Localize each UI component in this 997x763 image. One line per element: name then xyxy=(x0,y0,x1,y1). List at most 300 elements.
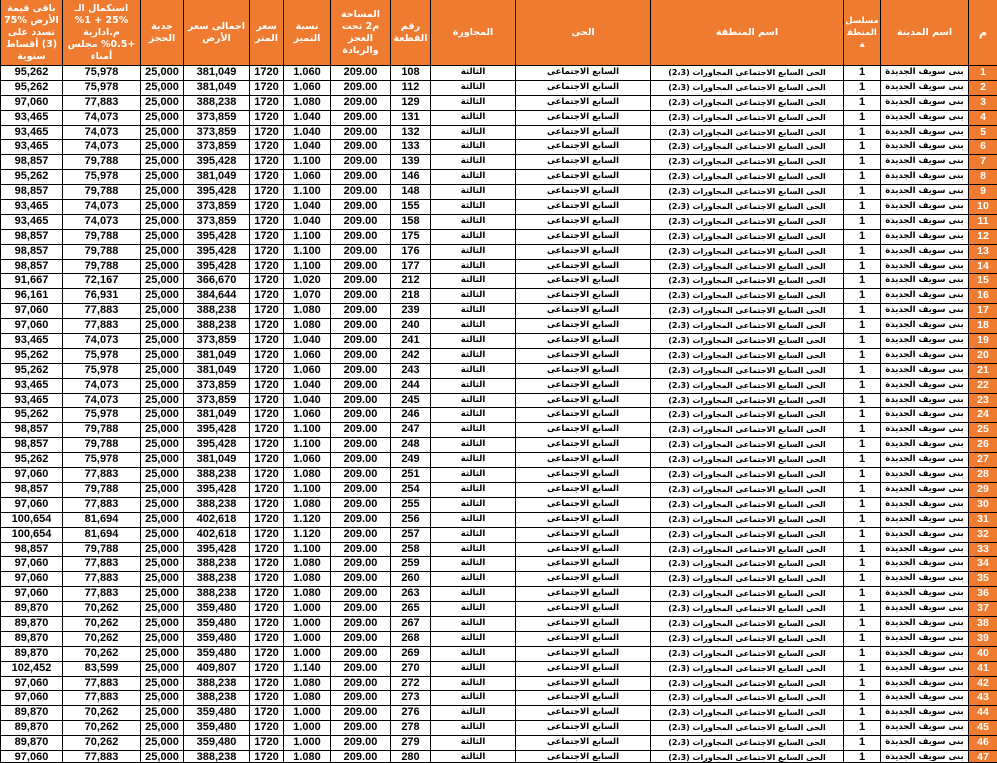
cell-area-serial: 1 xyxy=(843,274,880,289)
cell-plot-number: 272 xyxy=(390,677,430,692)
cell-completion-payment: 79,788 xyxy=(62,185,140,200)
cell-booking-deposit: 25,000 xyxy=(140,602,183,617)
cell-premium-ratio: 1.080 xyxy=(283,587,330,602)
cell-city-name: بنى سويف الجديدة xyxy=(880,349,968,364)
cell-plot-number: 246 xyxy=(390,408,430,423)
cell-price-per-meter: 1720 xyxy=(249,662,283,677)
cell-area-serial: 1 xyxy=(843,736,880,751)
cell-completion-payment: 74,073 xyxy=(62,379,140,394)
cell-row-number: 18 xyxy=(968,319,997,334)
table-row xyxy=(0,557,997,572)
cell-plot-number: 176 xyxy=(390,245,430,260)
cell-city-name: بنى سويف الجديدة xyxy=(880,230,968,245)
cell-price-per-meter: 1720 xyxy=(249,691,283,706)
cell-remaining-value: 89,870 xyxy=(0,602,62,617)
cell-price-per-meter: 1720 xyxy=(249,721,283,736)
cell-price-per-meter: 1720 xyxy=(249,140,283,155)
cell-plot-number: 269 xyxy=(390,647,430,662)
cell-neighborhood: الثالثة xyxy=(430,498,515,513)
table-body xyxy=(0,66,997,763)
header-price-per-meter: سعر المتر xyxy=(249,0,283,66)
cell-remaining-value: 95,262 xyxy=(0,81,62,96)
header-area-serial: مسلسل المنطقة xyxy=(843,0,880,66)
cell-area-serial: 1 xyxy=(843,468,880,483)
cell-row-number: 16 xyxy=(968,289,997,304)
cell-price-per-meter: 1720 xyxy=(249,260,283,275)
cell-district: السابع الاجتماعى xyxy=(515,379,650,394)
cell-remaining-value: 97,060 xyxy=(0,691,62,706)
cell-area-serial: 1 xyxy=(843,662,880,677)
cell-city-name: بنى سويف الجديدة xyxy=(880,364,968,379)
cell-completion-payment: 74,073 xyxy=(62,126,140,141)
cell-plot-number: 278 xyxy=(390,721,430,736)
cell-price-per-meter: 1720 xyxy=(249,96,283,111)
cell-total-land-price: 359,480 xyxy=(183,602,249,617)
cell-district: السابع الاجتماعى xyxy=(515,170,650,185)
header-city-name: اسم المدينة xyxy=(880,0,968,66)
cell-premium-ratio: 1.020 xyxy=(283,274,330,289)
cell-area-serial: 1 xyxy=(843,185,880,200)
cell-booking-deposit: 25,000 xyxy=(140,513,183,528)
cell-area-serial: 1 xyxy=(843,319,880,334)
cell-price-per-meter: 1720 xyxy=(249,528,283,543)
cell-area-name: الحى السابع الاجتماعى المجاورات (2،3) xyxy=(650,170,843,185)
cell-neighborhood: الثالثة xyxy=(430,96,515,111)
cell-district: السابع الاجتماعى xyxy=(515,513,650,528)
cell-neighborhood: الثالثة xyxy=(430,245,515,260)
cell-area-serial: 1 xyxy=(843,617,880,632)
cell-area-m2: 209.00 xyxy=(330,557,390,572)
cell-row-number: 31 xyxy=(968,513,997,528)
cell-area-name: الحى السابع الاجتماعى المجاورات (2،3) xyxy=(650,379,843,394)
cell-district: السابع الاجتماعى xyxy=(515,230,650,245)
cell-total-land-price: 402,618 xyxy=(183,528,249,543)
cell-booking-deposit: 25,000 xyxy=(140,736,183,751)
cell-premium-ratio: 1.060 xyxy=(283,349,330,364)
cell-district: السابع الاجتماعى xyxy=(515,632,650,647)
cell-area-serial: 1 xyxy=(843,394,880,409)
cell-premium-ratio: 1.000 xyxy=(283,632,330,647)
cell-total-land-price: 395,428 xyxy=(183,423,249,438)
cell-premium-ratio: 1.080 xyxy=(283,557,330,572)
cell-remaining-value: 97,060 xyxy=(0,587,62,602)
cell-total-land-price: 388,238 xyxy=(183,498,249,513)
cell-area-m2: 209.00 xyxy=(330,691,390,706)
cell-area-m2: 209.00 xyxy=(330,751,390,763)
cell-plot-number: 131 xyxy=(390,111,430,126)
cell-booking-deposit: 25,000 xyxy=(140,498,183,513)
cell-row-number: 32 xyxy=(968,528,997,543)
cell-area-m2: 209.00 xyxy=(330,632,390,647)
cell-city-name: بنى سويف الجديدة xyxy=(880,513,968,528)
cell-total-land-price: 388,238 xyxy=(183,304,249,319)
cell-city-name: بنى سويف الجديدة xyxy=(880,453,968,468)
cell-area-name: الحى السابع الاجتماعى المجاورات (2،3) xyxy=(650,289,843,304)
table-row xyxy=(0,587,997,602)
table-row xyxy=(0,423,997,438)
cell-city-name: بنى سويف الجديدة xyxy=(880,736,968,751)
cell-area-serial: 1 xyxy=(843,408,880,423)
cell-remaining-value: 100,654 xyxy=(0,528,62,543)
cell-row-number: 25 xyxy=(968,423,997,438)
cell-row-number: 11 xyxy=(968,215,997,230)
cell-district: السابع الاجتماعى xyxy=(515,691,650,706)
cell-total-land-price: 373,859 xyxy=(183,379,249,394)
cell-total-land-price: 366,670 xyxy=(183,274,249,289)
cell-area-name: الحى السابع الاجتماعى المجاورات (2،3) xyxy=(650,274,843,289)
cell-district: السابع الاجتماعى xyxy=(515,587,650,602)
cell-area-name: الحى السابع الاجتماعى المجاورات (2،3) xyxy=(650,304,843,319)
cell-area-m2: 209.00 xyxy=(330,468,390,483)
cell-price-per-meter: 1720 xyxy=(249,230,283,245)
cell-premium-ratio: 1.040 xyxy=(283,394,330,409)
header-booking-deposit: جدية الحجز xyxy=(140,0,183,66)
cell-booking-deposit: 25,000 xyxy=(140,319,183,334)
cell-row-number: 44 xyxy=(968,706,997,721)
cell-price-per-meter: 1720 xyxy=(249,751,283,763)
cell-total-land-price: 402,618 xyxy=(183,513,249,528)
cell-remaining-value: 95,262 xyxy=(0,66,62,81)
cell-area-serial: 1 xyxy=(843,602,880,617)
cell-completion-payment: 77,883 xyxy=(62,468,140,483)
cell-completion-payment: 75,978 xyxy=(62,364,140,379)
cell-city-name: بنى سويف الجديدة xyxy=(880,528,968,543)
cell-plot-number: 177 xyxy=(390,260,430,275)
cell-booking-deposit: 25,000 xyxy=(140,349,183,364)
cell-total-land-price: 359,480 xyxy=(183,706,249,721)
cell-plot-number: 242 xyxy=(390,349,430,364)
cell-price-per-meter: 1720 xyxy=(249,423,283,438)
cell-booking-deposit: 25,000 xyxy=(140,289,183,304)
cell-area-serial: 1 xyxy=(843,289,880,304)
cell-area-serial: 1 xyxy=(843,96,880,111)
cell-row-number: 40 xyxy=(968,647,997,662)
cell-plot-number: 133 xyxy=(390,140,430,155)
cell-total-land-price: 373,859 xyxy=(183,334,249,349)
cell-completion-payment: 77,883 xyxy=(62,319,140,334)
cell-remaining-value: 102,452 xyxy=(0,662,62,677)
cell-remaining-value: 97,060 xyxy=(0,572,62,587)
cell-area-m2: 209.00 xyxy=(330,215,390,230)
cell-remaining-value: 93,465 xyxy=(0,379,62,394)
cell-completion-payment: 79,788 xyxy=(62,245,140,260)
cell-area-name: الحى السابع الاجتماعى المجاورات (2،3) xyxy=(650,543,843,558)
table-row xyxy=(0,334,997,349)
cell-district: السابع الاجتماعى xyxy=(515,81,650,96)
cell-city-name: بنى سويف الجديدة xyxy=(880,468,968,483)
cell-row-number: 2 xyxy=(968,81,997,96)
table-row xyxy=(0,200,997,215)
cell-remaining-value: 93,465 xyxy=(0,111,62,126)
cell-total-land-price: 395,428 xyxy=(183,185,249,200)
cell-row-number: 12 xyxy=(968,230,997,245)
cell-total-land-price: 395,428 xyxy=(183,543,249,558)
cell-neighborhood: الثالثة xyxy=(430,706,515,721)
cell-area-serial: 1 xyxy=(843,379,880,394)
cell-booking-deposit: 25,000 xyxy=(140,617,183,632)
cell-area-m2: 209.00 xyxy=(330,647,390,662)
cell-area-name: الحى السابع الاجتماعى المجاورات (2،3) xyxy=(650,81,843,96)
cell-neighborhood: الثالثة xyxy=(430,438,515,453)
cell-completion-payment: 79,788 xyxy=(62,423,140,438)
cell-total-land-price: 395,428 xyxy=(183,155,249,170)
cell-plot-number: 267 xyxy=(390,617,430,632)
cell-plot-number: 254 xyxy=(390,483,430,498)
cell-area-m2: 209.00 xyxy=(330,349,390,364)
cell-area-m2: 209.00 xyxy=(330,438,390,453)
table-row xyxy=(0,319,997,334)
cell-completion-payment: 77,883 xyxy=(62,498,140,513)
cell-neighborhood: الثالثة xyxy=(430,736,515,751)
cell-area-serial: 1 xyxy=(843,498,880,513)
cell-total-land-price: 381,049 xyxy=(183,349,249,364)
cell-booking-deposit: 25,000 xyxy=(140,453,183,468)
cell-booking-deposit: 25,000 xyxy=(140,423,183,438)
cell-neighborhood: الثالثة xyxy=(430,81,515,96)
cell-district: السابع الاجتماعى xyxy=(515,423,650,438)
cell-total-land-price: 384,644 xyxy=(183,289,249,304)
cell-city-name: بنى سويف الجديدة xyxy=(880,274,968,289)
cell-plot-number: 243 xyxy=(390,364,430,379)
cell-district: السابع الاجتماعى xyxy=(515,394,650,409)
cell-remaining-value: 89,870 xyxy=(0,736,62,751)
cell-premium-ratio: 1.100 xyxy=(283,423,330,438)
cell-remaining-value: 93,465 xyxy=(0,215,62,230)
cell-city-name: بنى سويف الجديدة xyxy=(880,81,968,96)
cell-area-serial: 1 xyxy=(843,543,880,558)
cell-area-name: الحى السابع الاجتماعى المجاورات (2،3) xyxy=(650,334,843,349)
cell-booking-deposit: 25,000 xyxy=(140,334,183,349)
cell-completion-payment: 70,262 xyxy=(62,617,140,632)
cell-city-name: بنى سويف الجديدة xyxy=(880,66,968,81)
cell-plot-number: 257 xyxy=(390,528,430,543)
cell-neighborhood: الثالثة xyxy=(430,111,515,126)
cell-price-per-meter: 1720 xyxy=(249,557,283,572)
table-row xyxy=(0,126,997,141)
cell-completion-payment: 79,788 xyxy=(62,543,140,558)
cell-remaining-value: 89,870 xyxy=(0,706,62,721)
cell-area-m2: 209.00 xyxy=(330,170,390,185)
cell-district: السابع الاجتماعى xyxy=(515,617,650,632)
cell-area-name: الحى السابع الاجتماعى المجاورات (2،3) xyxy=(650,721,843,736)
cell-area-m2: 209.00 xyxy=(330,379,390,394)
cell-completion-payment: 79,788 xyxy=(62,483,140,498)
cell-area-name: الحى السابع الاجتماعى المجاورات (2،3) xyxy=(650,408,843,423)
cell-area-serial: 1 xyxy=(843,423,880,438)
cell-row-number: 42 xyxy=(968,677,997,692)
cell-plot-number: 244 xyxy=(390,379,430,394)
cell-price-per-meter: 1720 xyxy=(249,647,283,662)
cell-premium-ratio: 1.070 xyxy=(283,289,330,304)
cell-area-serial: 1 xyxy=(843,528,880,543)
cell-total-land-price: 373,859 xyxy=(183,126,249,141)
cell-price-per-meter: 1720 xyxy=(249,215,283,230)
cell-remaining-value: 98,857 xyxy=(0,245,62,260)
cell-area-name: الحى السابع الاجتماعى المجاورات (2،3) xyxy=(650,617,843,632)
cell-price-per-meter: 1720 xyxy=(249,304,283,319)
cell-area-m2: 209.00 xyxy=(330,96,390,111)
cell-booking-deposit: 25,000 xyxy=(140,111,183,126)
cell-completion-payment: 76,931 xyxy=(62,289,140,304)
cell-row-number: 8 xyxy=(968,170,997,185)
cell-plot-number: 218 xyxy=(390,289,430,304)
cell-row-number: 3 xyxy=(968,96,997,111)
cell-city-name: بنى سويف الجديدة xyxy=(880,170,968,185)
cell-district: السابع الاجتماعى xyxy=(515,543,650,558)
cell-premium-ratio: 1.100 xyxy=(283,260,330,275)
cell-city-name: بنى سويف الجديدة xyxy=(880,155,968,170)
cell-row-number: 9 xyxy=(968,185,997,200)
cell-area-serial: 1 xyxy=(843,349,880,364)
cell-remaining-value: 95,262 xyxy=(0,364,62,379)
cell-price-per-meter: 1720 xyxy=(249,334,283,349)
cell-price-per-meter: 1720 xyxy=(249,185,283,200)
cell-neighborhood: الثالثة xyxy=(430,394,515,409)
cell-area-serial: 1 xyxy=(843,155,880,170)
cell-city-name: بنى سويف الجديدة xyxy=(880,721,968,736)
cell-premium-ratio: 1.080 xyxy=(283,572,330,587)
cell-district: السابع الاجتماعى xyxy=(515,215,650,230)
cell-neighborhood: الثالثة xyxy=(430,185,515,200)
cell-price-per-meter: 1720 xyxy=(249,200,283,215)
cell-total-land-price: 388,238 xyxy=(183,572,249,587)
cell-price-per-meter: 1720 xyxy=(249,677,283,692)
cell-completion-payment: 79,788 xyxy=(62,260,140,275)
cell-city-name: بنى سويف الجديدة xyxy=(880,677,968,692)
cell-area-serial: 1 xyxy=(843,677,880,692)
table-row xyxy=(0,215,997,230)
cell-row-number: 45 xyxy=(968,721,997,736)
cell-total-land-price: 388,238 xyxy=(183,96,249,111)
cell-total-land-price: 395,428 xyxy=(183,230,249,245)
cell-completion-payment: 70,262 xyxy=(62,632,140,647)
cell-district: السابع الاجتماعى xyxy=(515,260,650,275)
cell-row-number: 28 xyxy=(968,468,997,483)
cell-booking-deposit: 25,000 xyxy=(140,632,183,647)
cell-neighborhood: الثالثة xyxy=(430,66,515,81)
cell-premium-ratio: 1.000 xyxy=(283,736,330,751)
cell-area-m2: 209.00 xyxy=(330,602,390,617)
cell-area-serial: 1 xyxy=(843,587,880,602)
cell-neighborhood: الثالثة xyxy=(430,304,515,319)
cell-total-land-price: 409,807 xyxy=(183,662,249,677)
cell-neighborhood: الثالثة xyxy=(430,632,515,647)
cell-city-name: بنى سويف الجديدة xyxy=(880,408,968,423)
cell-premium-ratio: 1.000 xyxy=(283,617,330,632)
cell-booking-deposit: 25,000 xyxy=(140,215,183,230)
table-row xyxy=(0,691,997,706)
cell-plot-number: 175 xyxy=(390,230,430,245)
cell-booking-deposit: 25,000 xyxy=(140,468,183,483)
table-row xyxy=(0,111,997,126)
cell-city-name: بنى سويف الجديدة xyxy=(880,647,968,662)
cell-plot-number: 148 xyxy=(390,185,430,200)
cell-premium-ratio: 1.040 xyxy=(283,215,330,230)
cell-premium-ratio: 1.060 xyxy=(283,66,330,81)
cell-area-m2: 209.00 xyxy=(330,200,390,215)
cell-booking-deposit: 25,000 xyxy=(140,677,183,692)
cell-neighborhood: الثالثة xyxy=(430,274,515,289)
cell-completion-payment: 70,262 xyxy=(62,706,140,721)
cell-price-per-meter: 1720 xyxy=(249,364,283,379)
cell-booking-deposit: 25,000 xyxy=(140,230,183,245)
cell-premium-ratio: 1.060 xyxy=(283,364,330,379)
cell-completion-payment: 74,073 xyxy=(62,215,140,230)
cell-neighborhood: الثالثة xyxy=(430,617,515,632)
cell-neighborhood: الثالثة xyxy=(430,334,515,349)
cell-area-serial: 1 xyxy=(843,140,880,155)
cell-remaining-value: 97,060 xyxy=(0,304,62,319)
cell-neighborhood: الثالثة xyxy=(430,408,515,423)
cell-row-number: 37 xyxy=(968,602,997,617)
cell-remaining-value: 95,262 xyxy=(0,453,62,468)
cell-area-serial: 1 xyxy=(843,706,880,721)
cell-premium-ratio: 1.000 xyxy=(283,706,330,721)
cell-plot-number: 108 xyxy=(390,66,430,81)
cell-remaining-value: 98,857 xyxy=(0,260,62,275)
cell-area-m2: 209.00 xyxy=(330,394,390,409)
cell-neighborhood: الثالثة xyxy=(430,572,515,587)
cell-district: السابع الاجتماعى xyxy=(515,736,650,751)
cell-plot-number: 256 xyxy=(390,513,430,528)
cell-row-number: 26 xyxy=(968,438,997,453)
cell-area-name: الحى السابع الاجتماعى المجاورات (2،3) xyxy=(650,245,843,260)
cell-booking-deposit: 25,000 xyxy=(140,81,183,96)
cell-district: السابع الاجتماعى xyxy=(515,111,650,126)
cell-premium-ratio: 1.040 xyxy=(283,200,330,215)
cell-price-per-meter: 1720 xyxy=(249,572,283,587)
cell-area-m2: 209.00 xyxy=(330,513,390,528)
cell-completion-payment: 70,262 xyxy=(62,602,140,617)
cell-neighborhood: الثالثة xyxy=(430,423,515,438)
cell-area-name: الحى السابع الاجتماعى المجاورات (2،3) xyxy=(650,587,843,602)
cell-area-name: الحى السابع الاجتماعى المجاورات (2،3) xyxy=(650,185,843,200)
cell-plot-number: 279 xyxy=(390,736,430,751)
cell-booking-deposit: 25,000 xyxy=(140,364,183,379)
cell-completion-payment: 77,883 xyxy=(62,572,140,587)
cell-remaining-value: 97,060 xyxy=(0,498,62,513)
cell-price-per-meter: 1720 xyxy=(249,155,283,170)
cell-row-number: 6 xyxy=(968,140,997,155)
cell-row-number: 22 xyxy=(968,379,997,394)
table-header-row xyxy=(0,0,997,66)
cell-premium-ratio: 1.100 xyxy=(283,185,330,200)
cell-area-m2: 209.00 xyxy=(330,408,390,423)
cell-remaining-value: 98,857 xyxy=(0,185,62,200)
cell-city-name: بنى سويف الجديدة xyxy=(880,691,968,706)
cell-booking-deposit: 25,000 xyxy=(140,304,183,319)
cell-price-per-meter: 1720 xyxy=(249,736,283,751)
cell-remaining-value: 93,465 xyxy=(0,140,62,155)
cell-booking-deposit: 25,000 xyxy=(140,245,183,260)
cell-completion-payment: 70,262 xyxy=(62,721,140,736)
cell-neighborhood: الثالثة xyxy=(430,483,515,498)
cell-premium-ratio: 1.080 xyxy=(283,304,330,319)
cell-booking-deposit: 25,000 xyxy=(140,260,183,275)
cell-area-name: الحى السابع الاجتماعى المجاورات (2،3) xyxy=(650,230,843,245)
cell-total-land-price: 381,049 xyxy=(183,66,249,81)
cell-neighborhood: الثالثة xyxy=(430,349,515,364)
table-row xyxy=(0,260,997,275)
cell-plot-number: 270 xyxy=(390,662,430,677)
cell-area-m2: 209.00 xyxy=(330,126,390,141)
cell-premium-ratio: 1.000 xyxy=(283,602,330,617)
cell-row-number: 33 xyxy=(968,543,997,558)
cell-total-land-price: 395,428 xyxy=(183,245,249,260)
cell-city-name: بنى سويف الجديدة xyxy=(880,185,968,200)
cell-premium-ratio: 1.060 xyxy=(283,408,330,423)
cell-remaining-value: 89,870 xyxy=(0,632,62,647)
